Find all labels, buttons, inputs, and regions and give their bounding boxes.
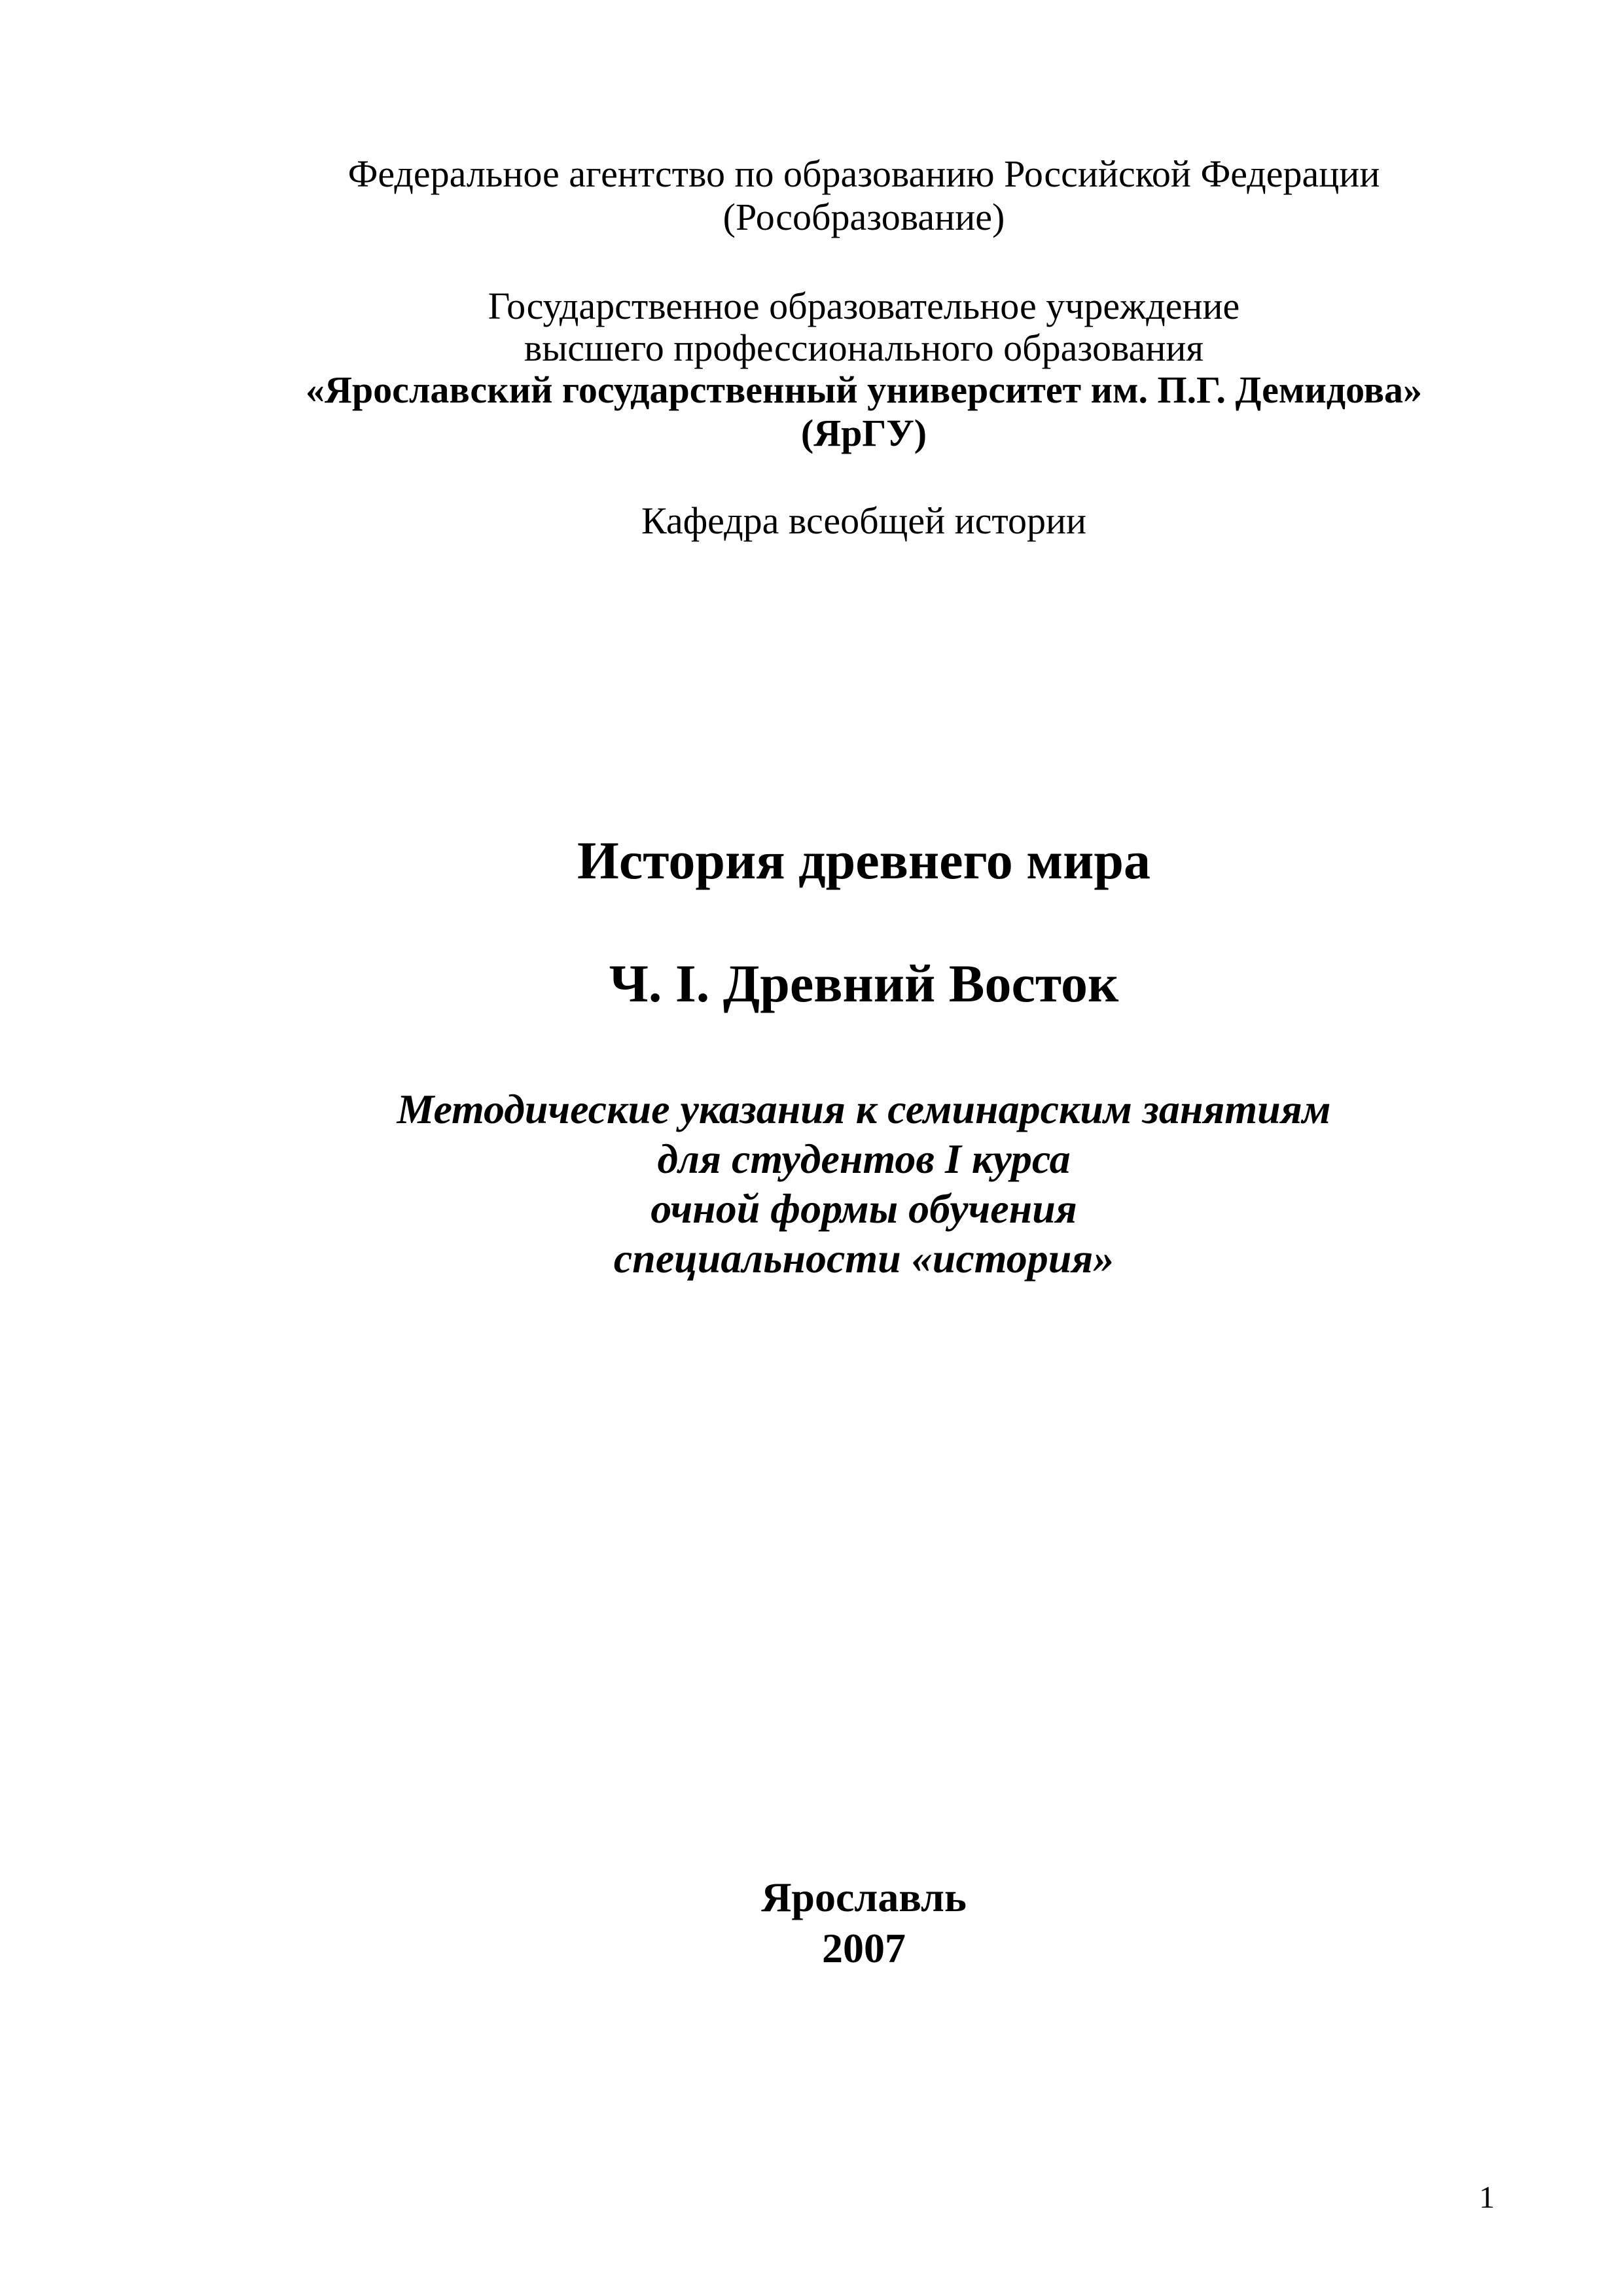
description-line: для студентов I курса	[657, 1136, 1071, 1182]
university-abbreviation: (ЯрГУ)	[800, 412, 927, 454]
publication-year: 2007	[822, 1925, 906, 1971]
agency-abbreviation: (Рособразование)	[722, 196, 1005, 238]
page-number: 1	[1479, 2180, 1495, 2215]
description-line: Методические указания к семинарским занятиям	[397, 1086, 1331, 1132]
document-title: История древнего мира	[577, 831, 1150, 890]
university-name: «Ярославский государственный университет им. П.Г. Демидова»	[305, 368, 1423, 411]
department-name: Кафедра всеобщей истории	[641, 499, 1087, 542]
institution-level: высшего профессионального образования	[524, 327, 1204, 369]
description-line: специальности «история»	[613, 1235, 1115, 1282]
agency-name: Федеральное агентство по образованию Российской Федерации	[348, 152, 1380, 195]
document-part: Ч. I. Древний Восток	[609, 954, 1119, 1013]
institution-type: Государственное образовательное учреждение	[488, 285, 1240, 327]
description-line: очной формы обучения	[651, 1185, 1077, 1232]
publication-city: Ярославль	[761, 1874, 967, 1920]
